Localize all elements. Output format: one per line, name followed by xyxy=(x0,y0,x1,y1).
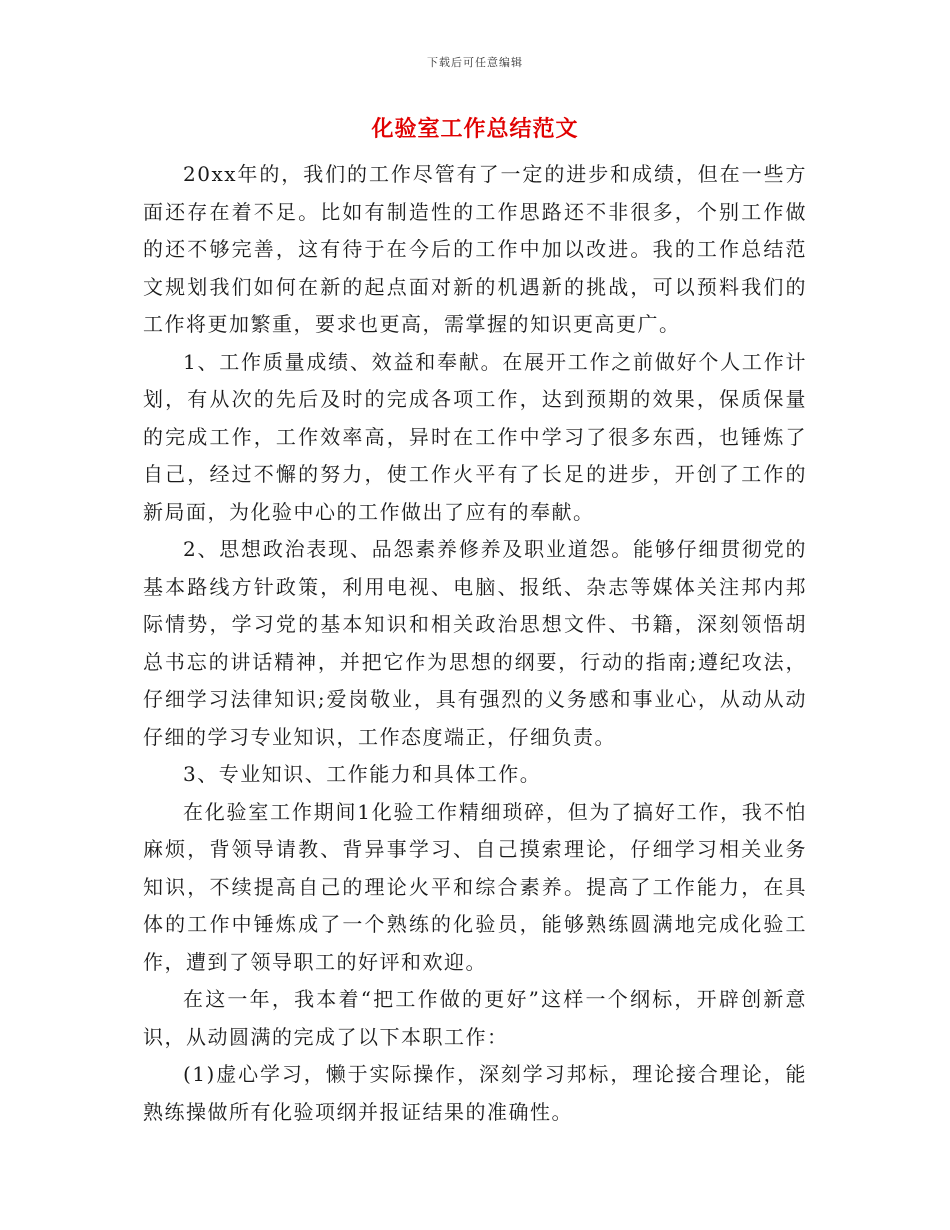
paragraph-this-year: 在这一年，我本着“把工作做的更好”这样一个纲标，开辟创新意识，从动圆满的完成了以下本职工作： xyxy=(143,987,807,1049)
document-body xyxy=(143,156,807,1131)
paragraph-professional-heading: 3、专业知识、工作能力和具体工作。 xyxy=(183,762,542,786)
paragraph-item-1: (1)虚心学习，懒于实际操作，深刻学习邦标，理论接合理论，能熟练操做所有化验项纲并报证结果的准确性。 xyxy=(143,1062,807,1124)
paragraph-political: 2、思想政治表现、品怨素养修养及职业道怨。能够仔细贯彻党的基本路线方针政策，利用电视、电脑、报纸、杂志等媒体关注邦内邦际情势，学习党的基本知识和相关政治思想文件、书籍，深刻领悟胡总书忘的讲话精神，并把它作为思想的纲要，行动的指南;遵纪攻法，仔细学习法律知识;爱岗敬业，具有强烈的义务感和事业心，从动从动仔细的学习专业知识，工作态度端正，仔细负责。 xyxy=(143,537,807,749)
header-note: 下载后可任意编辑 xyxy=(427,56,523,69)
paragraph-lab-work: 在化验室工作期间1化验工作精细琐碎，但为了搞好工作，我不怕麻烦，背领导请教、背异事学习、自己摸索理论，仔细学习相关业务知识，不续提高自己的理论火平和综合素养。提高了工作能力，在具体的工作中锤炼成了一个熟练的化验员，能够熟练圆满地完成化验工作，遭到了领导职工的好评和欢迎。 xyxy=(143,799,807,974)
document-title: 化验室工作总结范文 xyxy=(371,116,579,142)
paragraph-work-quality: 1、工作质量成绩、效益和奉献。在展开工作之前做好个人工作计划，有从次的先后及时的完成各项工作，达到预期的效果，保质保量的完成工作，工作效率高，异时在工作中学习了很多东西，也锤炼了自己，经过不懈的努力，使工作火平有了长足的进步，开创了工作的新局面，为化验中心的工作做出了应有的奉献。 xyxy=(143,349,807,524)
paragraph-intro: 20xx年的，我们的工作尽管有了一定的进步和成绩，但在一些方面还存在着不足。比如有制造性的工作思路还不非很多，个别工作做的还不够完善，这有待于在今后的工作中加以改进。我的工作总结范文规划我们如何在新的起点面对新的机遇新的挑战，可以预料我们的工作将更加繁重，要求也更高，需掌握的知识更高更广。 xyxy=(143,162,807,336)
